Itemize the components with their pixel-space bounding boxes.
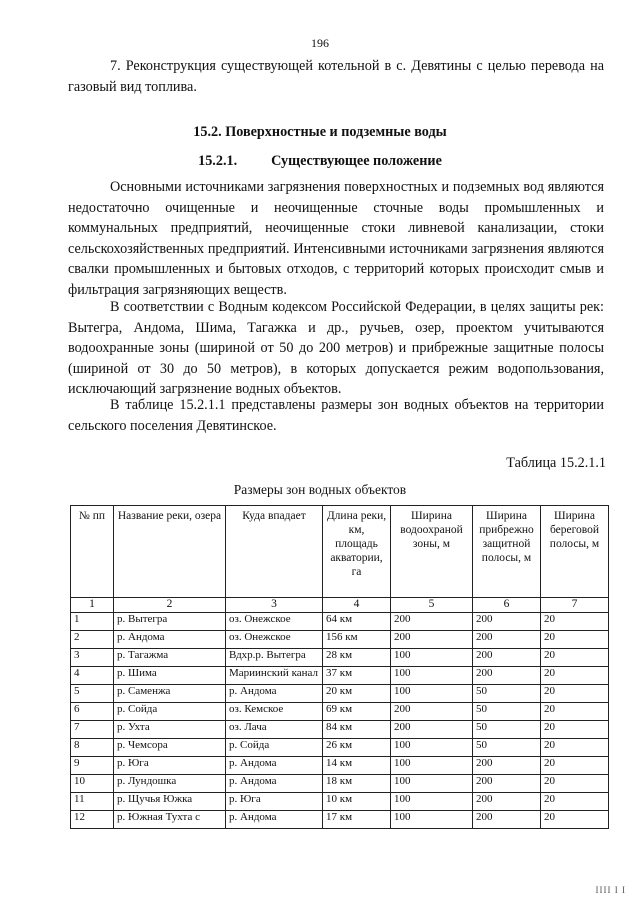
table-cell: 200	[473, 631, 541, 649]
table-cell: 50	[473, 721, 541, 739]
table-cell: Мариинский канал	[226, 667, 323, 685]
table-cell: 10	[71, 775, 114, 793]
table-cell: оз. Кемское	[226, 703, 323, 721]
table-row	[71, 685, 609, 703]
table-cell: 50	[473, 739, 541, 757]
table-cell: 200	[473, 793, 541, 811]
table-row	[71, 631, 609, 649]
table-cell: 100	[391, 739, 473, 757]
table-cell: 14 км	[323, 757, 391, 775]
table-cell: 20	[541, 739, 609, 757]
table-cell: р. Сойда	[226, 739, 323, 757]
header-cell: Ширина водоохраной зоны, м	[391, 506, 473, 598]
paragraph-table-intro: В таблице 15.2.1.1 представлены размеры зон водных объектов на территории сельского поселения Девятинское.	[68, 397, 604, 434]
intro-paragraph: 7. Реконструкция существующей котельной в с. Девятины с целью перевода на газовый вид топлива.	[68, 58, 604, 95]
table-cell: р. Чемсора	[114, 739, 226, 757]
table-cell: 4	[71, 667, 114, 685]
table-cell: р. Андома	[226, 757, 323, 775]
table-cell: 200	[391, 703, 473, 721]
column-number-row	[71, 598, 609, 613]
table-cell: 100	[391, 667, 473, 685]
column-number-cell: 1	[71, 598, 114, 613]
table-row	[71, 811, 609, 829]
table-cell: 200	[391, 721, 473, 739]
table-cell: 9	[71, 757, 114, 775]
table-cell: р. Андома	[226, 775, 323, 793]
table-cell: 6	[71, 703, 114, 721]
table-cell: 17 км	[323, 811, 391, 829]
table-cell: 5	[71, 685, 114, 703]
table-cell: 20 км	[323, 685, 391, 703]
table-cell: 10 км	[323, 793, 391, 811]
table-cell: 200	[473, 613, 541, 631]
section-heading: 15.2. Поверхностные и подземные воды	[193, 124, 447, 140]
subsection-heading	[0, 153, 640, 170]
table-header-row	[71, 506, 609, 598]
table-row	[71, 667, 609, 685]
table-cell: 200	[391, 631, 473, 649]
table-cell: 20	[541, 721, 609, 739]
table-cell: 18 км	[323, 775, 391, 793]
table-cell: 3	[71, 649, 114, 667]
table-row	[71, 703, 609, 721]
table-cell: 11	[71, 793, 114, 811]
header-cell: Название реки, озера	[114, 506, 226, 598]
table-cell: 156 км	[323, 631, 391, 649]
table-label: Таблица 15.2.1.1	[506, 455, 606, 471]
table-row	[71, 649, 609, 667]
table-cell: оз. Лача	[226, 721, 323, 739]
table-cell: 100	[391, 649, 473, 667]
table-cell: 20	[541, 649, 609, 667]
paragraph-pollution-sources: Основными источниками загрязнения поверхностных и подземных вод являются недостаточно очищенные и неочищенные сточные воды промышленных и коммунальных предприятий, неочищенные стоки ливневой канализации, стоки сельскохозяйственных предприятий. Интенсивными источниками загрязнения являются свалки промышленных и бытовых отходов, с территорий которых происходит смыв и фильтрация загрязняющих веществ.	[68, 179, 604, 298]
table-cell: 20	[541, 757, 609, 775]
table-row	[71, 739, 609, 757]
column-number-cell: 5	[391, 598, 473, 613]
table-cell: 2	[71, 631, 114, 649]
table-cell: 20	[541, 685, 609, 703]
subsection-title: Существующее положение	[271, 153, 442, 169]
table-cell: 64 км	[323, 613, 391, 631]
table-cell: 50	[473, 685, 541, 703]
table-cell: 37 км	[323, 667, 391, 685]
column-number-cell: 4	[323, 598, 391, 613]
table-cell: р. Андома	[226, 685, 323, 703]
table-cell: 20	[541, 811, 609, 829]
table-cell: 20	[541, 613, 609, 631]
table-cell: 8	[71, 739, 114, 757]
table-cell: р. Тагажма	[114, 649, 226, 667]
subsection-number: 15.2.1.	[198, 153, 238, 169]
table-cell: 20	[541, 793, 609, 811]
column-number-cell: 3	[226, 598, 323, 613]
table-cell: 100	[391, 793, 473, 811]
table-cell: 100	[391, 757, 473, 775]
header-cell: № пп	[71, 506, 114, 598]
table-cell: р. Вытегра	[114, 613, 226, 631]
table-cell: р. Лундошка	[114, 775, 226, 793]
table-cell: 100	[391, 811, 473, 829]
table-cell: 69 км	[323, 703, 391, 721]
table-row	[71, 721, 609, 739]
table-cell: оз. Онежское	[226, 613, 323, 631]
table-cell: 84 км	[323, 721, 391, 739]
table-cell: р. Андома	[226, 811, 323, 829]
table-cell: р. Юга	[226, 793, 323, 811]
table-row	[71, 775, 609, 793]
table-title: Размеры зон водных объектов	[233, 482, 407, 497]
table-cell: 7	[71, 721, 114, 739]
column-number-cell: 6	[473, 598, 541, 613]
table-cell: 20	[541, 667, 609, 685]
table-cell: 200	[473, 667, 541, 685]
water-zones-table	[70, 505, 609, 829]
column-number-cell: 7	[541, 598, 609, 613]
table-cell: оз. Онежское	[226, 631, 323, 649]
table-cell: 100	[391, 685, 473, 703]
header-cell: Длина реки, км, площадь акватории, га	[323, 506, 391, 598]
table-cell: 20	[541, 703, 609, 721]
page-number: 196	[311, 36, 329, 50]
table-row	[71, 757, 609, 775]
table-cell: р. Ухта	[114, 721, 226, 739]
table-cell: 1	[71, 613, 114, 631]
table-cell: р. Саменжа	[114, 685, 226, 703]
column-number-cell: 2	[114, 598, 226, 613]
table-cell: 20	[541, 775, 609, 793]
table-cell: 200	[473, 811, 541, 829]
scan-marks: IIII I I	[595, 885, 626, 895]
table-row	[71, 793, 609, 811]
table-cell: 200	[473, 757, 541, 775]
table-cell: р. Щучья Южка	[114, 793, 226, 811]
table-row	[71, 613, 609, 631]
table-cell: 28 км	[323, 649, 391, 667]
paragraph-water-code: В соответствии с Водным кодексом Российской Федерации, в целях защиты рек: Вытегра, Андома, Шима, Тагажка и др., ручьев, озер, проектом учитываются водоохранные зоны (шириной от 50 до 200 метров) и прибрежные защитные полосы (шириной от 30 до 50 метров), в которых допускается режим водопользования, исключающий загрязнение водных объектов.	[68, 299, 604, 397]
table-cell: р. Южная Тухта с	[114, 811, 226, 829]
table-cell: р. Сойда	[114, 703, 226, 721]
table-cell: 100	[391, 775, 473, 793]
table-cell: р. Юга	[114, 757, 226, 775]
table-cell: 50	[473, 703, 541, 721]
header-cell: Куда впадает	[226, 506, 323, 598]
table-cell: 12	[71, 811, 114, 829]
table-cell: 200	[473, 775, 541, 793]
header-cell: Ширина береговой полосы, м	[541, 506, 609, 598]
table-cell: р. Андома	[114, 631, 226, 649]
table-cell: Вдхр.р. Вытегра	[226, 649, 323, 667]
header-cell: Ширина прибрежно защитной полосы, м	[473, 506, 541, 598]
table-cell: р. Шима	[114, 667, 226, 685]
table-cell: 200	[473, 649, 541, 667]
table-cell: 26 км	[323, 739, 391, 757]
table-cell: 200	[391, 613, 473, 631]
table-cell: 20	[541, 631, 609, 649]
